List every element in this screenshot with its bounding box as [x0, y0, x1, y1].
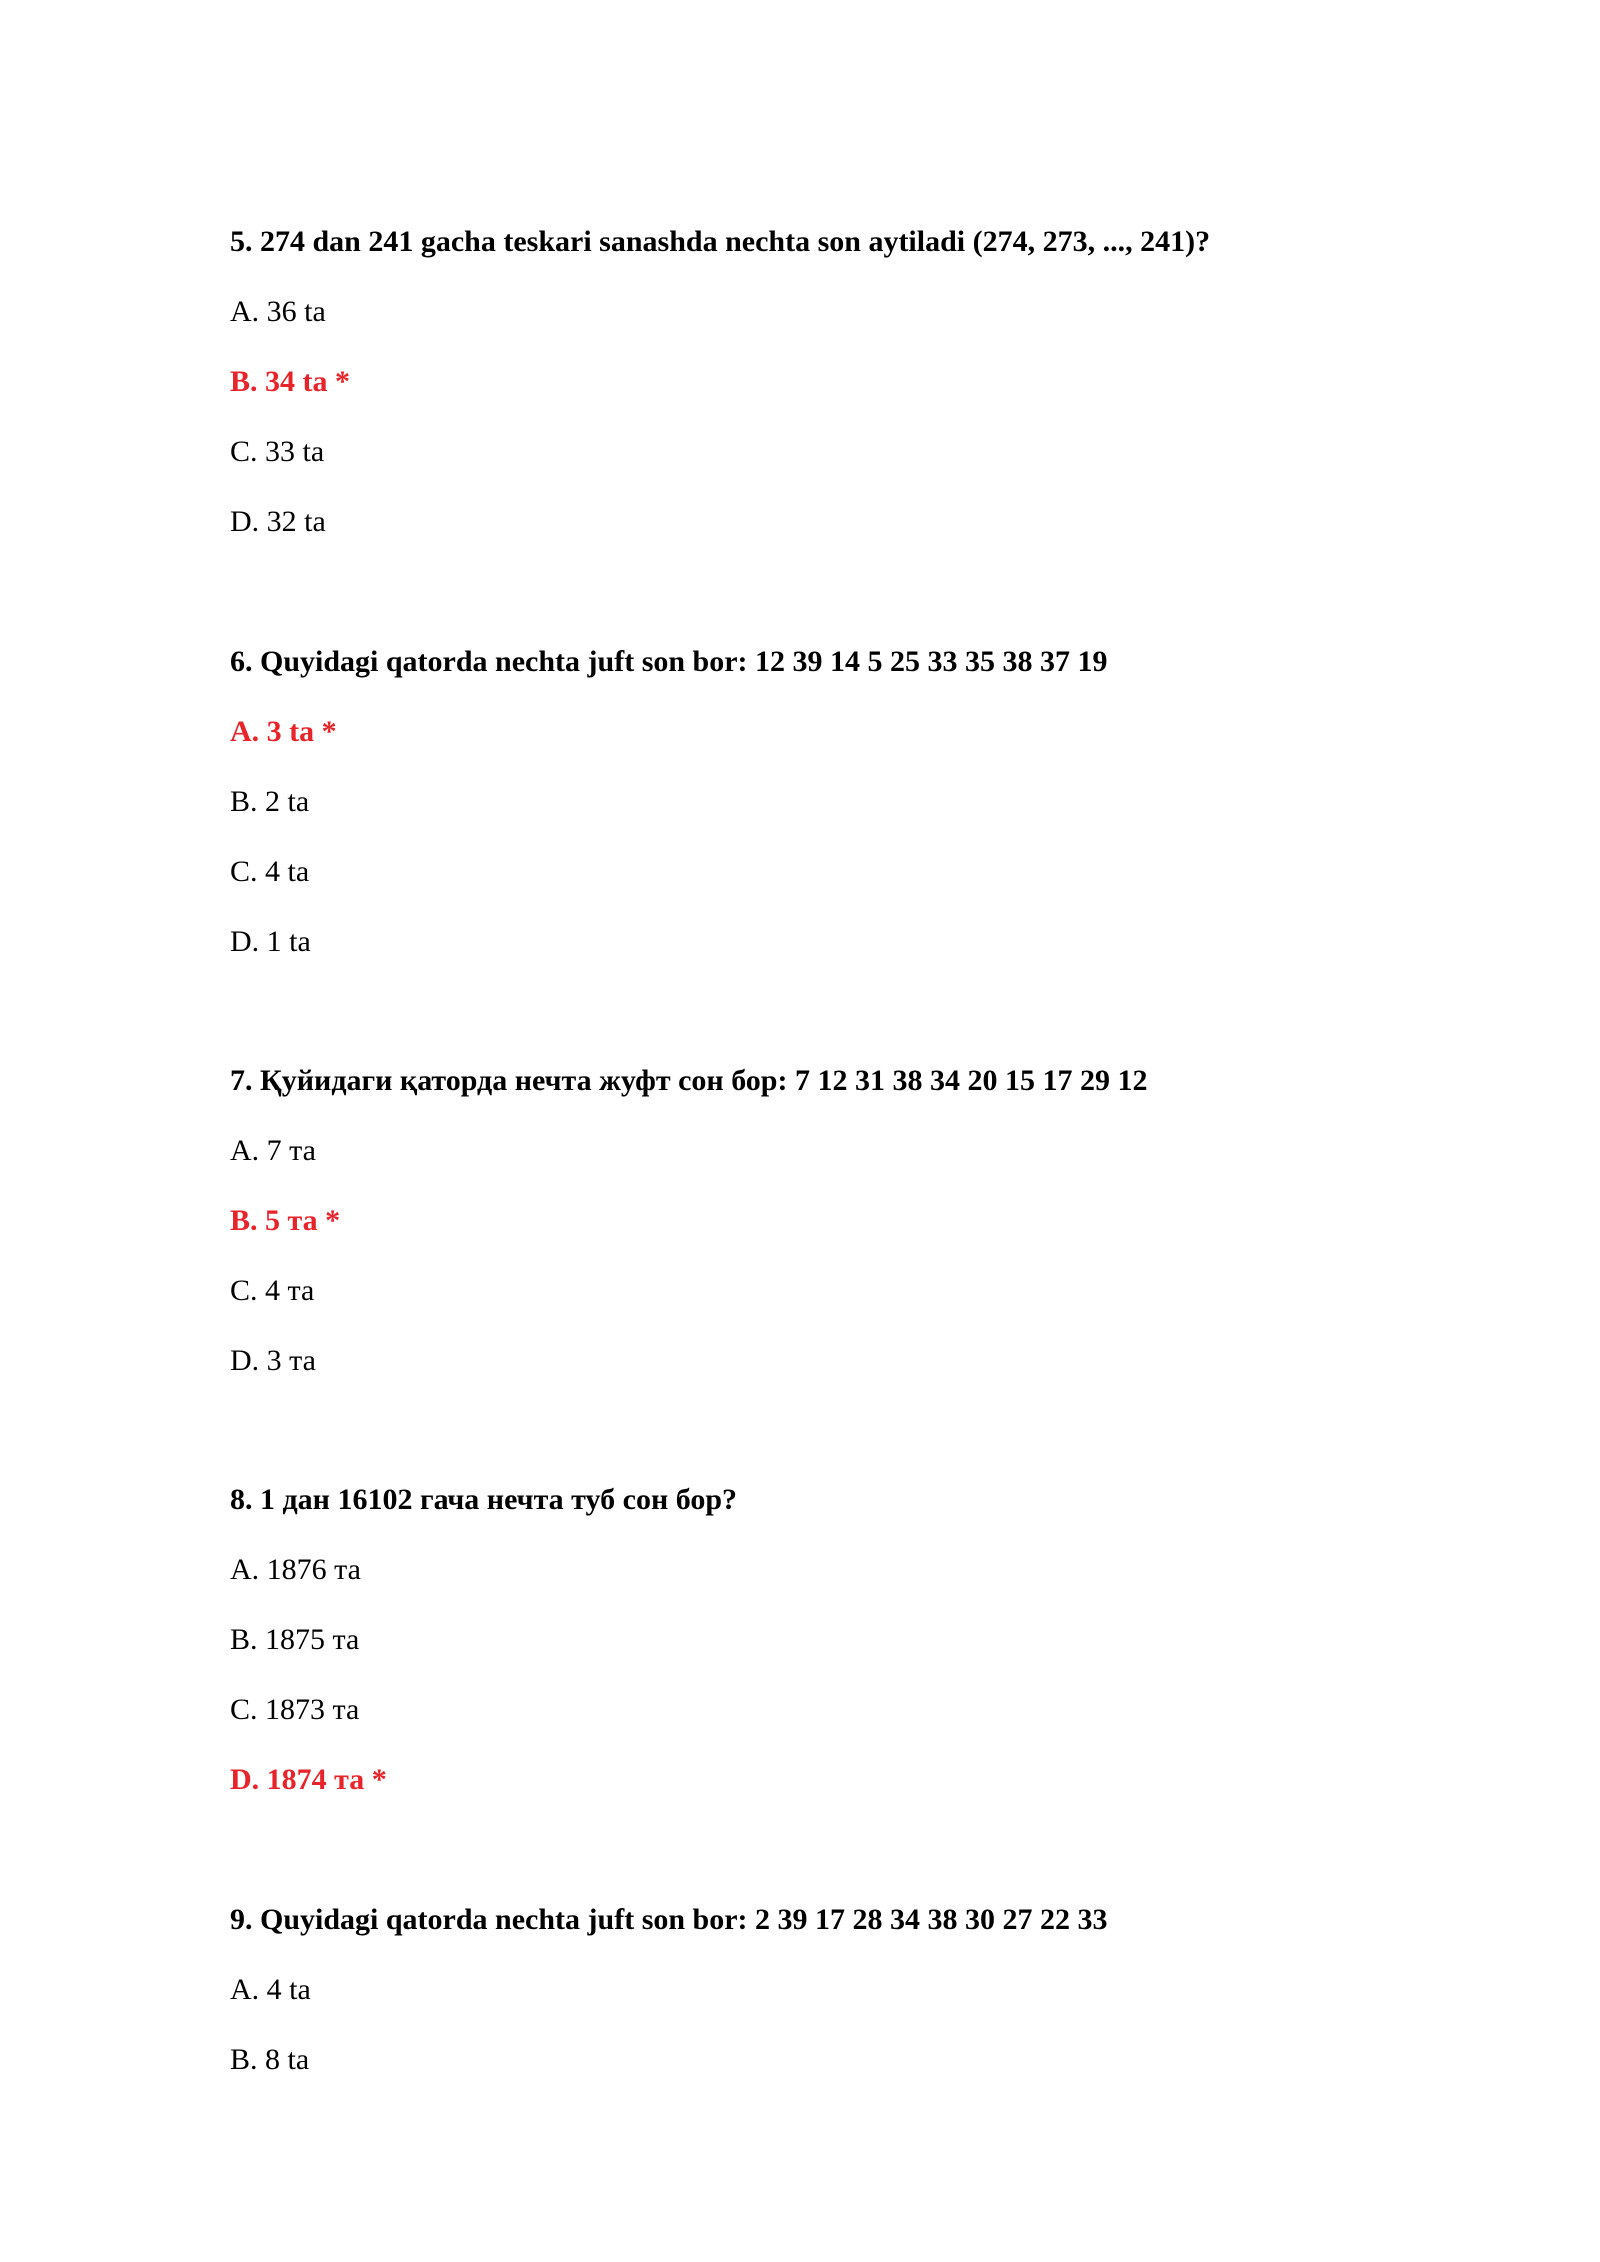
- option-d-correct: D. 1874 та *: [230, 1763, 387, 1796]
- option-a: A. 4 ta: [230, 1973, 311, 2006]
- option-a: A. 1876 та: [230, 1553, 361, 1586]
- option-b-correct: B. 34 ta *: [230, 365, 350, 398]
- question-text: 9. Quyidagi qatorda nechta juft son bor: 2 39 17 28 34 38 30 27 22 33: [230, 1903, 1108, 1936]
- option-c: C. 4 та: [230, 1274, 315, 1307]
- option-b: B. 2 ta: [230, 785, 310, 818]
- option-a: A. 36 ta: [230, 295, 326, 328]
- option-d: D. 3 та: [230, 1344, 316, 1377]
- question-9: [230, 1902, 1410, 2078]
- question-6: [230, 644, 1410, 960]
- option-d: D. 1 ta: [230, 925, 311, 958]
- question-text: 8. 1 дан 16102 гача нечта туб сон бор?: [230, 1483, 738, 1516]
- question-text: 7. Қуйидаги қаторда нечта жуфт сон бор: 7 12 31 38 34 20 15 17 29 12: [230, 1064, 1148, 1097]
- question-text: 6. Quyidagi qatorda nechta juft son bor: 12 39 14 5 25 33 35 38 37 19: [230, 645, 1108, 678]
- question-text: 5. 274 dan 241 gacha teskari sanashda nechta son aytiladi (274, 273, ..., 241)?: [230, 225, 1211, 258]
- option-d: D. 32 ta: [230, 505, 326, 538]
- option-b: B. 1875 та: [230, 1623, 360, 1656]
- question-7: [230, 1063, 1410, 1379]
- option-c: C. 33 ta: [230, 435, 325, 468]
- option-c: C. 4 ta: [230, 855, 310, 888]
- option-c: C. 1873 та: [230, 1693, 360, 1726]
- question-5: [230, 224, 1410, 540]
- option-a: A. 7 та: [230, 1134, 316, 1167]
- option-b: B. 8 ta: [230, 2043, 310, 2076]
- option-a-correct: A. 3 ta *: [230, 715, 337, 748]
- option-b-correct: B. 5 та *: [230, 1204, 341, 1237]
- question-8: [230, 1482, 1410, 1798]
